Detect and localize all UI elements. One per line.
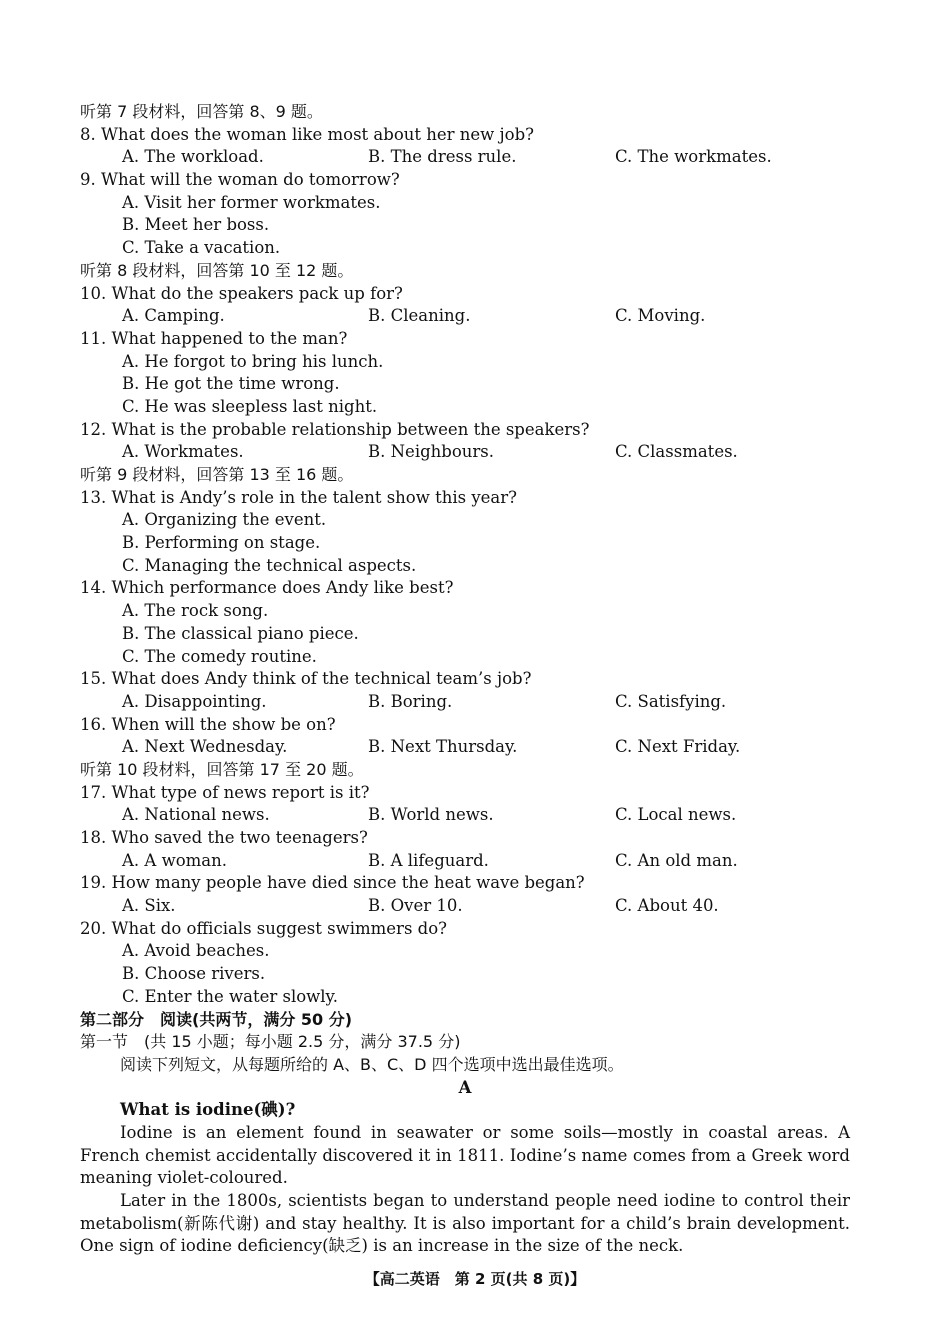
option-row <box>80 736 850 759</box>
option-row <box>80 691 850 714</box>
page-footer: 【高二英语 第 2 页(共 8 页)】 <box>364 1270 586 1288</box>
option-c: C. Moving. <box>615 306 706 326</box>
option-c: C. Local news. <box>615 805 737 825</box>
option-row <box>80 305 850 328</box>
option-row <box>80 895 850 918</box>
option: C. He was sleepless last night. <box>122 396 378 416</box>
option: B. Choose rivers. <box>122 964 266 984</box>
option-b: B. World news. <box>368 805 494 825</box>
question: 12. What is the probable relationship between the speakers? <box>80 419 590 439</box>
option-b: B. Boring. <box>368 691 453 711</box>
option: C. Managing the technical aspects. <box>122 555 417 575</box>
question: 18. Who saved the two teenagers? <box>80 828 368 847</box>
option-c: C. Next Friday. <box>615 737 741 757</box>
section-heading: 听第 9 段材料，回答第 13 至 16 题。 <box>80 465 354 484</box>
section-title: 第一节 (共 15 小题；每小题 2.5 分，满分 37.5 分) <box>80 1032 461 1052</box>
option: A. He forgot to bring his lunch. <box>122 351 384 371</box>
question: 20. What do officials suggest swimmers do? <box>80 918 447 938</box>
section-heading: 听第 7 段材料，回答第 8、9 题。 <box>80 102 323 121</box>
option-a: A. Next Wednesday. <box>122 737 288 757</box>
option-b: B. Cleaning. <box>368 306 471 326</box>
option: B. Performing on stage. <box>122 533 321 553</box>
option-c: C. Classmates. <box>615 442 738 462</box>
option-row <box>80 146 850 169</box>
option-a: A. Camping. <box>122 306 225 326</box>
question: 13. What is Andy’s role in the talent show this year? <box>80 487 517 507</box>
passage-label: A <box>458 1077 472 1097</box>
question: 10. What do the speakers pack up for? <box>80 283 403 303</box>
option-b: B. A lifeguard. <box>368 850 489 870</box>
option: C. Enter the water slowly. <box>122 986 338 1006</box>
part-title: 第二部分 阅读(共两节，满分 50 分) <box>80 1009 353 1029</box>
option-row <box>80 850 850 873</box>
option-a: A. Workmates. <box>122 442 244 462</box>
option: A. Avoid beaches. <box>122 941 270 961</box>
question: 19. How many people have died since the heat wave began? <box>80 873 585 893</box>
section-heading: 听第 8 段材料，回答第 10 至 12 题。 <box>80 260 354 280</box>
option-a: A. Disappointing. <box>122 691 267 711</box>
listening-section <box>80 101 850 1009</box>
option-a: A. A woman. <box>122 850 227 870</box>
option: A. The rock song. <box>122 601 269 621</box>
option: B. The classical piano piece. <box>122 623 359 643</box>
question: 14. Which performance does Andy like best? <box>80 578 454 598</box>
option: A. Organizing the event. <box>122 510 327 530</box>
exam-page <box>80 101 850 1258</box>
option-b: B. Neighbours. <box>368 442 495 462</box>
question: 17. What type of news report is it? <box>80 782 370 802</box>
question: 15. What does Andy think of the technical team’s job? <box>80 669 532 689</box>
option-a: A. The workload. <box>122 147 264 167</box>
section-heading: 听第 10 段材料，回答第 17 至 20 题。 <box>80 759 364 779</box>
option-c: C. An old man. <box>615 850 738 870</box>
question: 9. What will the woman do tomorrow? <box>80 170 400 190</box>
option-b: B. Over 10. <box>368 896 463 916</box>
option: A. Visit her former workmates. <box>122 192 381 212</box>
paragraph: Iodine is an element found in seawater or some soils—mostly in coastal areas. A French chemist accidentally discovered it in 1811. Iodine’s name comes from a Greek word meaning violet-coloured. <box>80 1122 850 1188</box>
question: 16. When will the show be on? <box>80 714 336 734</box>
option-c: C. Satisfying. <box>615 691 727 711</box>
instruction: 阅读下列短文，从每题所给的 A、B、C、D 四个选项中选出最佳选项。 <box>120 1054 624 1074</box>
option-a: A. Six. <box>122 896 176 916</box>
option: B. He got the time wrong. <box>122 374 340 394</box>
option-row <box>80 441 850 464</box>
option: B. Meet her boss. <box>122 215 270 235</box>
option-c: C. About 40. <box>615 896 719 916</box>
option-c: C. The workmates. <box>615 147 772 167</box>
option-b: B. Next Thursday. <box>368 737 518 757</box>
option: C. The comedy routine. <box>122 646 317 666</box>
question: 11. What happened to the man? <box>80 328 348 348</box>
reading-section <box>80 1009 850 1259</box>
option-row <box>80 804 850 827</box>
paragraph: Later in the 1800s, scientists began to understand people need iodine to control their metabolism(新陈代谢) and stay healthy. It is also important for a child’s brain development. One sign of iodine deficiency(缺乏) is an increase in the size of the neck. <box>80 1191 850 1256</box>
option: C. Take a vacation. <box>122 238 281 258</box>
question: 8. What does the woman like most about her new job? <box>80 124 534 144</box>
passage-title: What is iodine(碘)? <box>120 1100 296 1120</box>
option-a: A. National news. <box>122 805 270 825</box>
option-b: B. The dress rule. <box>368 147 517 167</box>
